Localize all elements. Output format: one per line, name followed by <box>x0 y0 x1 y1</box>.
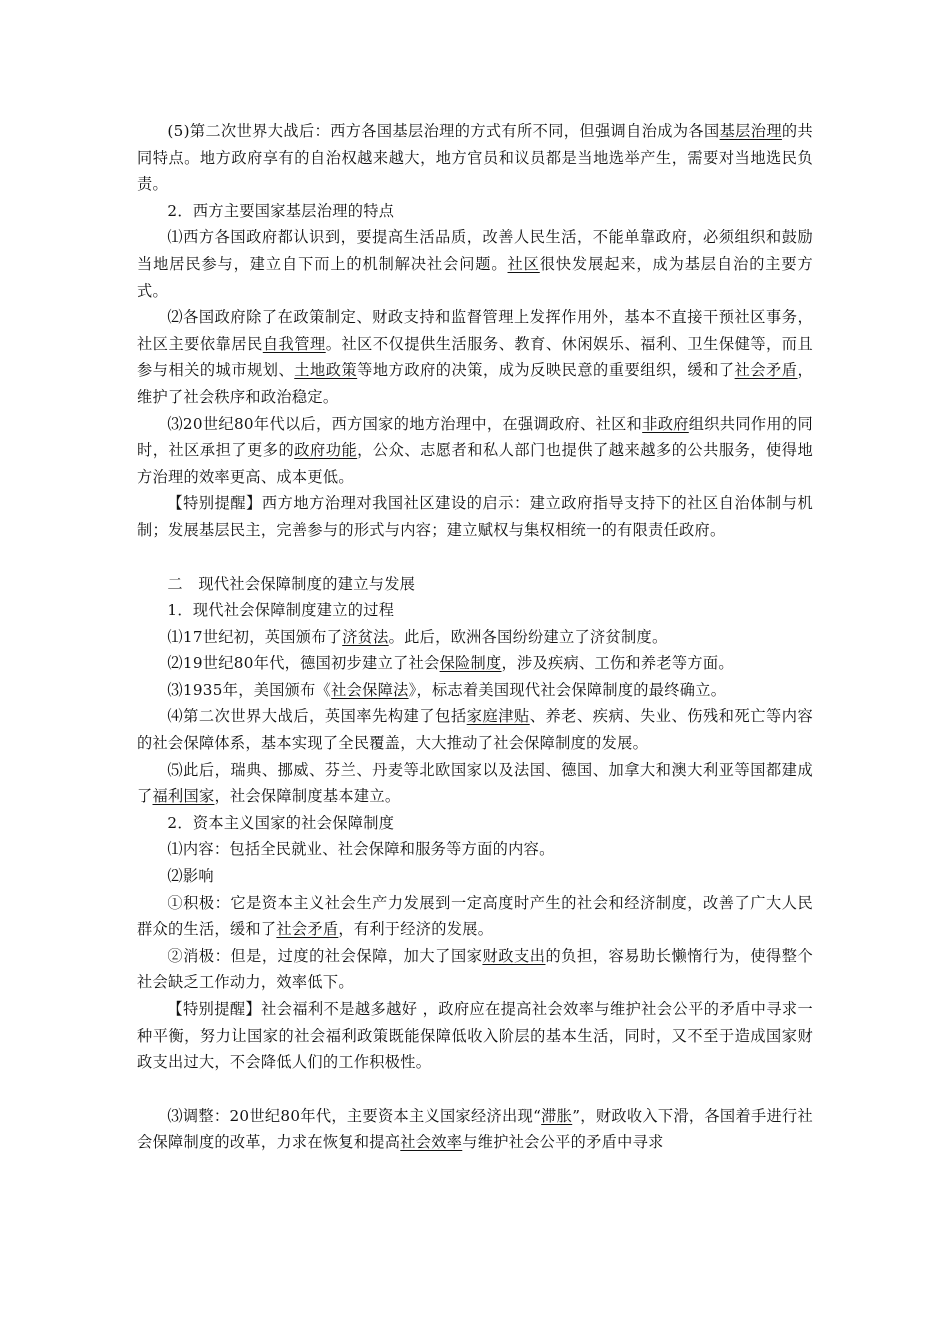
text-run: 、养老、疾病、失业、伤残和死亡等内容的社会保障体系，基本实现了全民覆盖，大大推动了社会保障制度的发展。 <box>137 707 814 753</box>
text-run: ，公众、志愿者和私人部门也提供了越来越多的公共服务，使得地方治理的效率更高、成本更低。 <box>137 441 813 486</box>
document-page <box>137 118 813 1156</box>
paragraph-gap <box>137 1076 813 1103</box>
text-run: 2．资本主义国家的社会保障制度 <box>167 813 395 832</box>
text-run: ⑶调整：20世纪80年代，主要资本主义国家经济出现“ <box>167 1106 542 1125</box>
paragraph <box>137 490 813 543</box>
text-run: ⑵各国政府除了在政策制定、财政支持和监督管理上发挥作用外，基本不直接干预社区事务，社区主要依靠居民 <box>137 308 813 353</box>
underlined-term: 自我管理 <box>262 334 326 353</box>
paragraph <box>137 411 813 491</box>
paragraph <box>137 304 813 410</box>
text-run: ⑴内容：包括全民就业、社会保障和服务等方面的内容。 <box>167 840 555 859</box>
text-run: ⑶1935年，美国颁布《 <box>167 680 332 699</box>
paragraph-gap <box>137 544 813 571</box>
paragraph <box>137 1103 813 1156</box>
text-run: ⑶20世纪80年代以后，西方国家的地方治理中，在强调政府、社区和 <box>167 414 643 433</box>
underlined-term: 社会矛盾 <box>734 361 798 380</box>
paragraph <box>137 624 813 651</box>
paragraph <box>137 597 813 624</box>
underlined-term: 济贫法 <box>342 627 389 646</box>
text-run: (5)第二次世界大战后：西方各国基层治理的方式有所不同，但强调自治成为各国 <box>167 122 720 140</box>
underlined-term: 社会效率 <box>400 1133 463 1152</box>
underlined-term: 非政府 <box>642 414 689 433</box>
paragraph <box>137 757 813 810</box>
text-run: 的共同特点。地方政府享有的自治权越来越大，地方官员和议员都是当地选举产生，需要对当地选民负责。 <box>137 122 813 194</box>
text-run: 二 现代社会保障制度的建立与发展 <box>167 574 416 593</box>
underlined-term: 滞胀 <box>541 1106 573 1125</box>
text-run: 等地方政府的决策，成为反映民意的重要组织，缓和了 <box>357 361 735 380</box>
paragraph <box>137 118 813 198</box>
text-run: 组织共同作用的同时，社区承担了更多的 <box>137 414 813 460</box>
underlined-term: 财政支出 <box>482 946 546 965</box>
text-run: ，社会保障制度基本建立。 <box>214 787 401 806</box>
underlined-term: 政府功能 <box>294 441 358 460</box>
text-run: ⑴17世纪初，英国颁布了 <box>167 627 343 646</box>
underlined-term: 社区 <box>507 254 540 273</box>
text-run: ⑸此后，瑞典、挪威、芬兰、丹麦等北欧国家以及法国、德国、加拿大和澳大利亚等国都建成了 <box>137 760 813 806</box>
text-run: 的负担，容易助长懒惰行为，使得整个社会缺乏工作动力，效率低下。 <box>137 946 813 992</box>
underlined-term: 社会矛盾 <box>276 920 339 939</box>
underlined-term: 土地政策 <box>294 361 358 380</box>
text-run: ⑵影响 <box>167 867 214 886</box>
underlined-term: 保险制度 <box>439 654 502 673</box>
text-run: ，有利于经济的发展。 <box>338 920 494 939</box>
paragraph <box>137 703 813 756</box>
underlined-term: 家庭津贴 <box>466 707 530 726</box>
paragraph <box>137 810 813 837</box>
text-run: ②消极：但是，过度的社会保障，加大了国家 <box>167 946 483 965</box>
text-run: ”，财政收入下滑，各国着手进行社会保障制度的改革，力求在恢复和提高 <box>137 1106 813 1152</box>
paragraph <box>137 198 813 225</box>
text-run: 。社区不仅提供生活服务、教育、休闲娱乐、福利、卫生保健等，而且参与相关的城市规划、 <box>137 334 813 380</box>
text-run: 【特别提醒】西方地方治理对我国社区建设的启示：建立政府指导支持下的社区自治体制与机制；发展基层民主，完善参与的形式与内容；建立赋权与集权相统一的有限责任政府。 <box>137 494 813 539</box>
paragraph <box>137 224 813 304</box>
text-run: 2．西方主要国家基层治理的特点 <box>167 201 395 220</box>
underlined-term: 基层治理 <box>719 122 782 140</box>
paragraph <box>137 996 813 1076</box>
text-run: ，维护了社会秩序和政治稳定。 <box>137 361 814 406</box>
paragraph <box>137 943 813 996</box>
text-run: 》，标志着美国现代社会保障制度的最终确立。 <box>408 680 727 699</box>
underlined-term: 福利国家 <box>152 787 215 806</box>
paragraph <box>137 836 813 863</box>
underlined-term: 社会保障法 <box>331 680 409 699</box>
text-run: ⑵19世纪80年代，德国初步建立了社会 <box>167 654 440 673</box>
text-run: ⑷第二次世界大战后，英国率先构建了包括 <box>167 707 467 726</box>
text-run: 很快发展起来，成为基层自治的主要方式。 <box>137 254 814 300</box>
paragraph <box>137 677 813 704</box>
paragraph <box>137 650 813 677</box>
text-run: ，涉及疾病、工伤和养老等方面。 <box>501 654 734 673</box>
text-run: 与维护社会公平的矛盾中寻求 <box>462 1133 664 1152</box>
text-run: 【特别提醒】社会福利不是越多越好 ，政府应在提高社会效率与维护社会公平的矛盾中寻求一种平衡，努力让国家的社会福利政策既能保障低收入阶层的基本生活，同时，又不至于造成国家财政支出过大，不会降低人们的工作积极性。 <box>137 1000 813 1072</box>
text-run: 。此后，欧洲各国纷纷建立了济贫制度。 <box>388 627 668 646</box>
text-run: ⑴西方各国政府都认识到，要提高生活品质，改善人民生活，不能单靠政府，必须组织和鼓励当地居民参与，建立自下而上的机制解决社会问题。 <box>137 228 813 273</box>
paragraph <box>137 571 813 598</box>
text-run: ①积极：它是资本主义社会生产力发展到一定高度时产生的社会和经济制度，改善了广大人民群众的生活，缓和了 <box>137 893 813 939</box>
paragraph <box>137 890 813 943</box>
text-run: 1．现代社会保障制度建立的过程 <box>167 601 395 620</box>
paragraph <box>137 863 813 890</box>
